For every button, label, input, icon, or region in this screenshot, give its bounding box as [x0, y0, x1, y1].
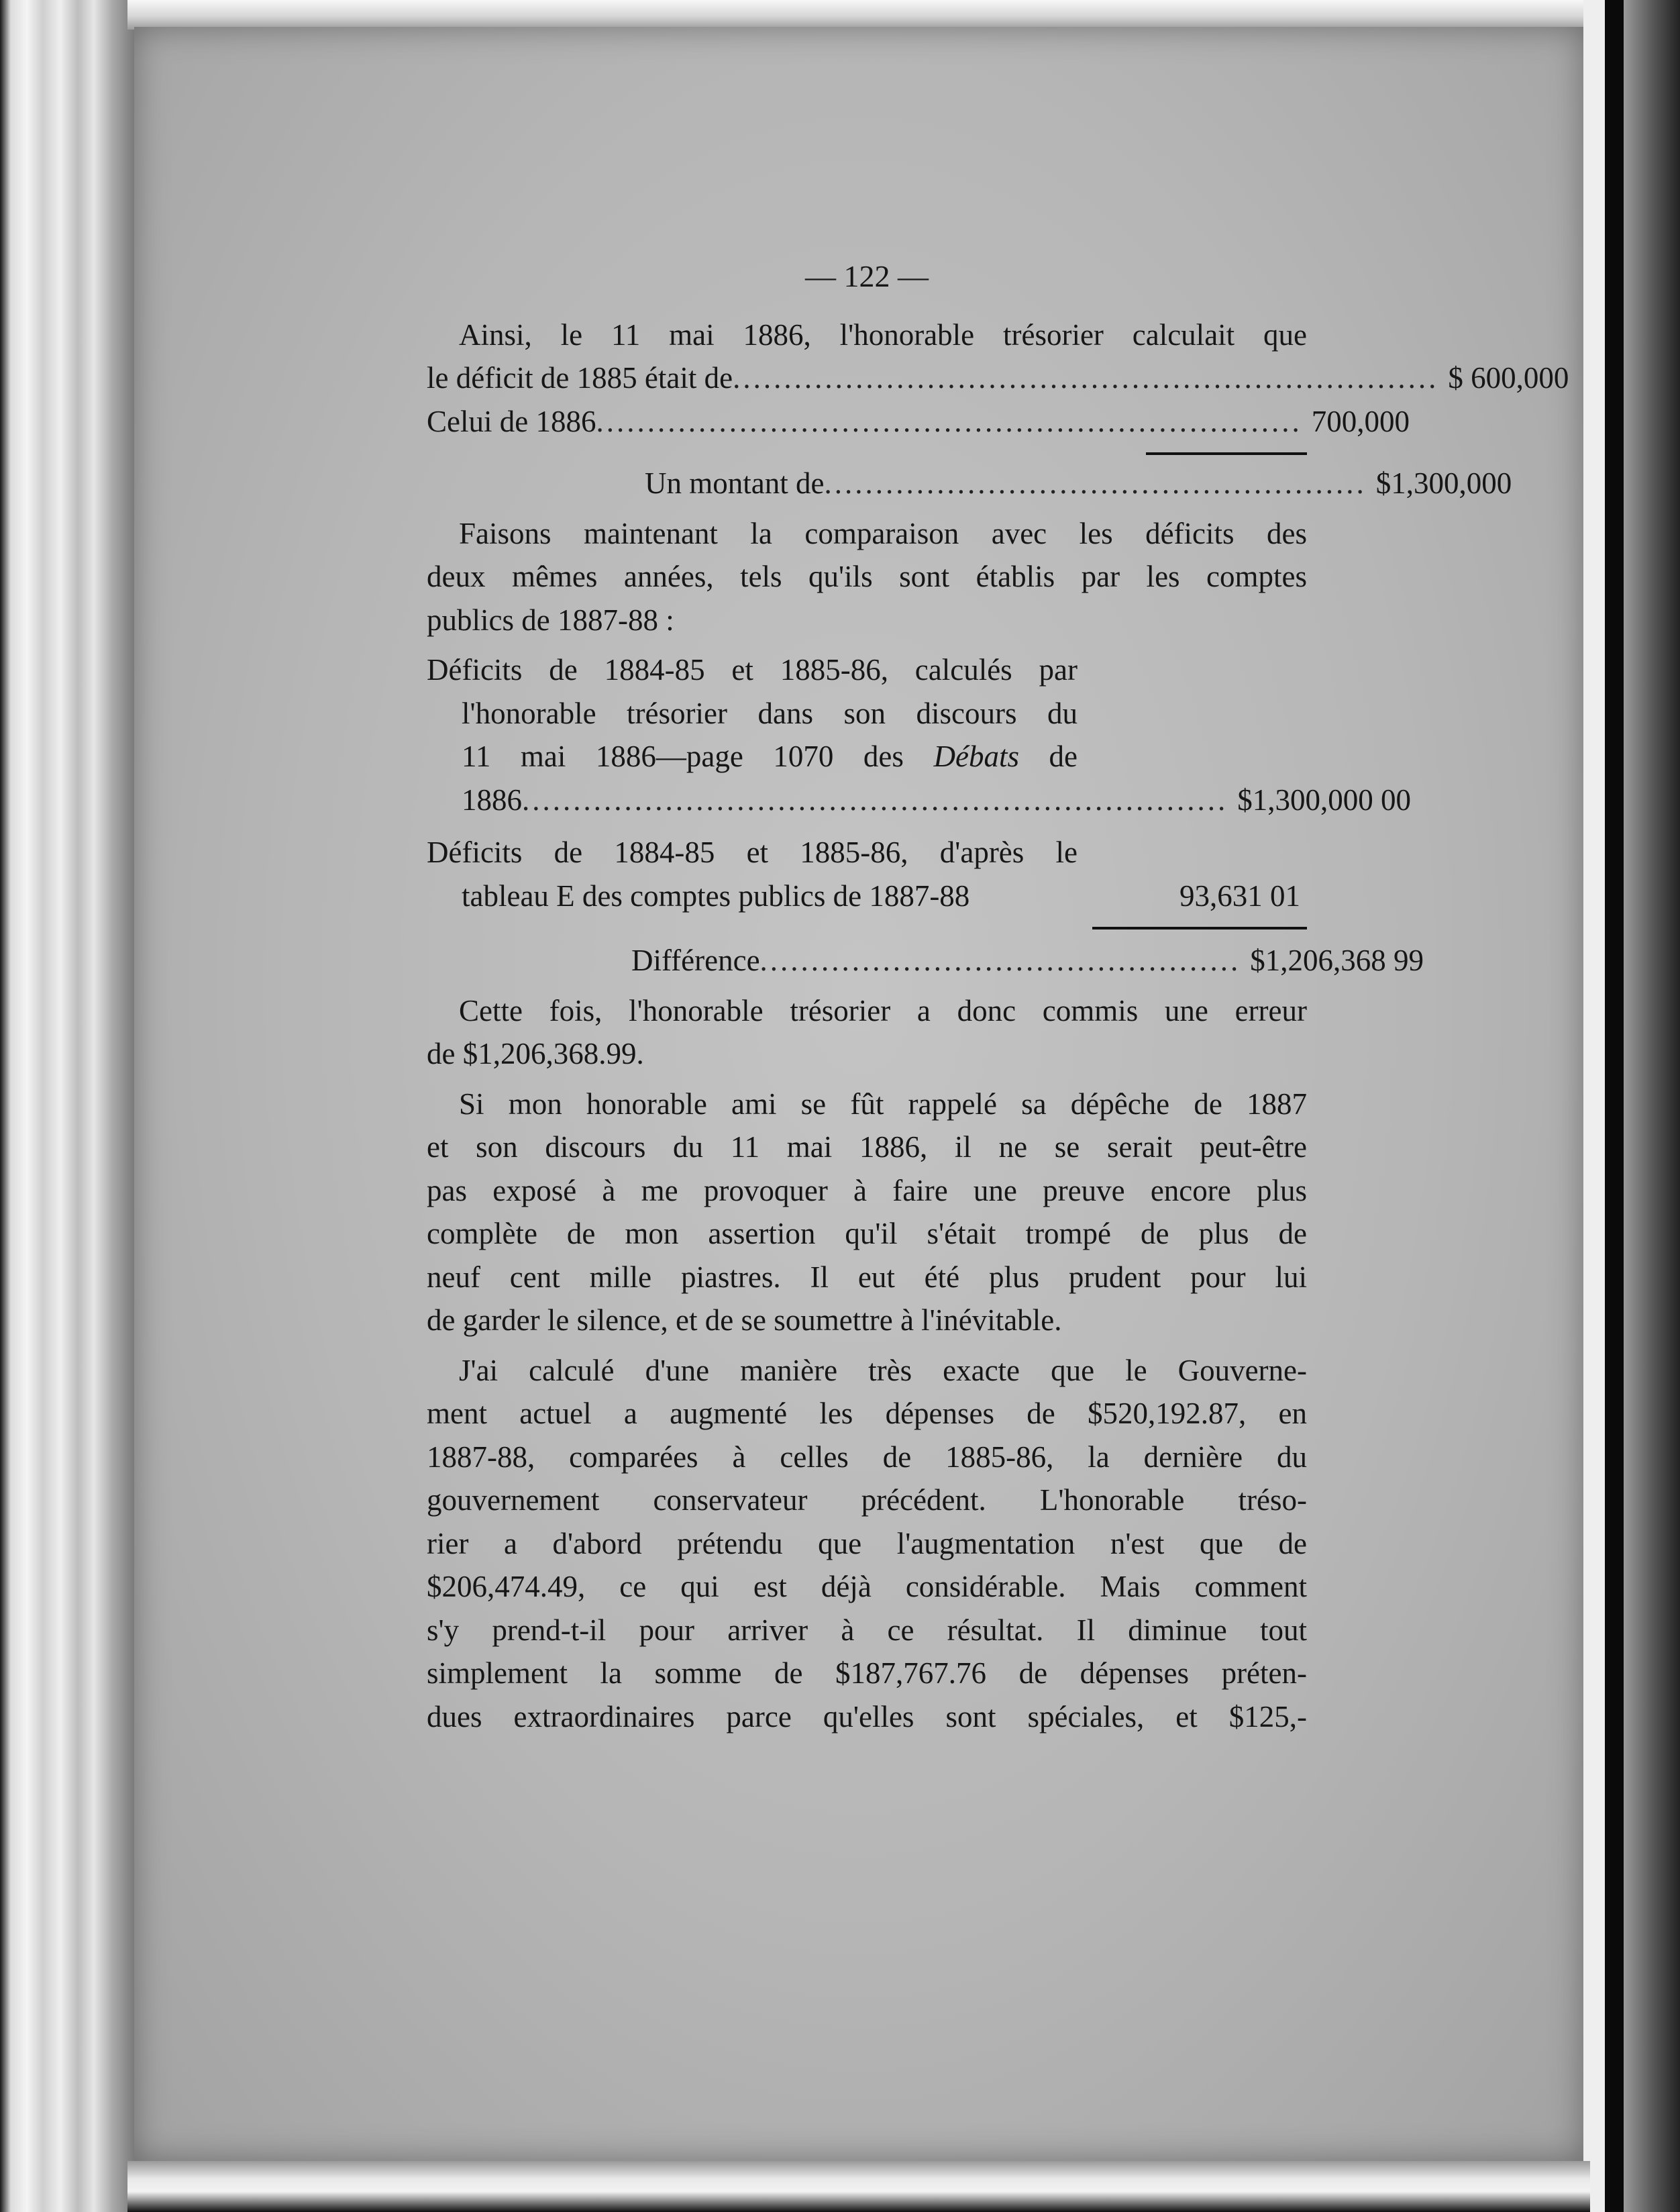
- leader-dots: .....................................................................: [733, 361, 1439, 395]
- text-line: s'y prend-t-il pour arriver à ce résultat. Il diminue tout: [427, 1613, 1307, 1647]
- leader-dots: ...............................................: [759, 944, 1241, 977]
- text-line: de $1,206,368.99.: [427, 1037, 644, 1070]
- gutter-shadow: [1605, 0, 1624, 2212]
- leader-dots: .....................................................................: [522, 783, 1228, 817]
- leader-dots: .....................................................................: [596, 404, 1302, 438]
- top-page-edge: [127, 0, 1590, 30]
- text-line: [427, 735, 1078, 778]
- text-line: Ainsi, le 11 mai 1886, l'honorable trésorier calculait que: [459, 317, 1307, 352]
- sum-rule: [1146, 452, 1307, 455]
- amount-label: 1886: [462, 783, 522, 817]
- bottom-page-edge: [127, 2161, 1590, 2212]
- amount-row: [427, 400, 1410, 444]
- text-line: J'ai calculé d'une manière très exacte que le Gouverne-: [459, 1353, 1307, 1387]
- amount-value: $ 600,000: [1448, 361, 1569, 395]
- text-line: simplement la somme de $187,767.76 de dépenses préten-: [427, 1656, 1307, 1690]
- amount-row: [427, 778, 1411, 822]
- paragraph-3: [427, 989, 1307, 1076]
- text-line: complète de mon assertion qu'il s'était trompé de plus de: [427, 1217, 1307, 1250]
- text-line: Si mon honorable ami se fût rappelé sa dépêche de 1887: [459, 1087, 1307, 1121]
- text-line: Déficits de 1884-85 et 1885-86, calculés par: [427, 653, 1078, 687]
- amount-row: [427, 874, 1307, 918]
- text-line: ment actuel a augmenté les dépenses de $520,192.87, en: [427, 1397, 1307, 1430]
- paragraph-5: [427, 1349, 1307, 1739]
- leader-dots: .....................................................: [824, 466, 1367, 500]
- text-line: de garder le silence, et de se soumettre à l'inévitable.: [427, 1303, 1062, 1337]
- difference-label: Différence: [631, 944, 760, 977]
- italic-title: Débats: [933, 740, 1019, 773]
- text-line: pas exposé à me provoquer à faire une preuve encore plus: [427, 1173, 1307, 1207]
- text-line: $206,474.49, ce qui est déjà considérable. Mais comment: [427, 1570, 1307, 1603]
- paragraph-2: [427, 512, 1307, 642]
- amount-label: le déficit de 1885 était de: [427, 361, 733, 395]
- total-label: Un montant de: [645, 466, 825, 500]
- difference-value: $1,206,368 99: [1250, 944, 1424, 977]
- text-line: rier a d'abord prétendu que l'augmentation n'est que de: [427, 1526, 1307, 1560]
- text-line: 1887-88, comparées à celles de 1885-86, la dernière du: [427, 1440, 1307, 1474]
- amount-label: Celui de 1886: [427, 404, 596, 438]
- table-item-2: [427, 831, 1307, 917]
- text-line: gouvernement conservateur précédent. L'honorable tréso-: [427, 1483, 1307, 1517]
- text-line: publics de 1887-88 :: [427, 603, 674, 637]
- paragraph-4: [427, 1083, 1307, 1342]
- text-line: l'honorable trésorier dans son discours du: [462, 696, 1078, 730]
- amount-row: [427, 356, 1569, 400]
- facing-page-edge: [1624, 0, 1680, 2212]
- text-span: de: [1018, 740, 1078, 773]
- page-text: [427, 255, 1569, 1738]
- text-line: et son discours du 11 mai 1886, il ne se serait peut-être: [427, 1130, 1307, 1164]
- sum-rule: [1092, 927, 1307, 929]
- text-line: Cette fois, l'honorable trésorier a donc commis une erreur: [459, 993, 1307, 1027]
- amount-value: 93,631 01: [1179, 878, 1300, 913]
- total-row: [427, 462, 1512, 505]
- right-page-edge: [1583, 0, 1605, 2212]
- left-page-edges: [0, 0, 134, 2212]
- page-number: — 122 —: [805, 259, 929, 293]
- deficit-table: [427, 648, 1424, 983]
- text-line: Déficits de 1884-85 et 1885-86, d'après le: [427, 836, 1078, 869]
- difference-row: [427, 939, 1424, 983]
- amount-value: $1,300,000 00: [1237, 783, 1411, 817]
- text-line: neuf cent mille piastres. Il eut été plus prudent pour lui: [427, 1260, 1307, 1294]
- text-span: 11 mai 1886—page 1070 des: [462, 740, 934, 773]
- amount-value: 700,000: [1311, 404, 1410, 438]
- paragraph-1: [427, 313, 1569, 505]
- table-item-1: [427, 648, 1411, 821]
- total-value: $1,300,000: [1375, 466, 1512, 500]
- text-line: Faisons maintenant la comparaison avec les déficits des: [459, 516, 1307, 550]
- amount-label: tableau E des comptes publics de 1887-88: [462, 878, 970, 913]
- text-line: dues extraordinaires parce qu'elles sont spéciales, et $125,-: [427, 1699, 1307, 1733]
- text-line: deux mêmes années, tels qu'ils sont établis par les comptes: [427, 560, 1307, 593]
